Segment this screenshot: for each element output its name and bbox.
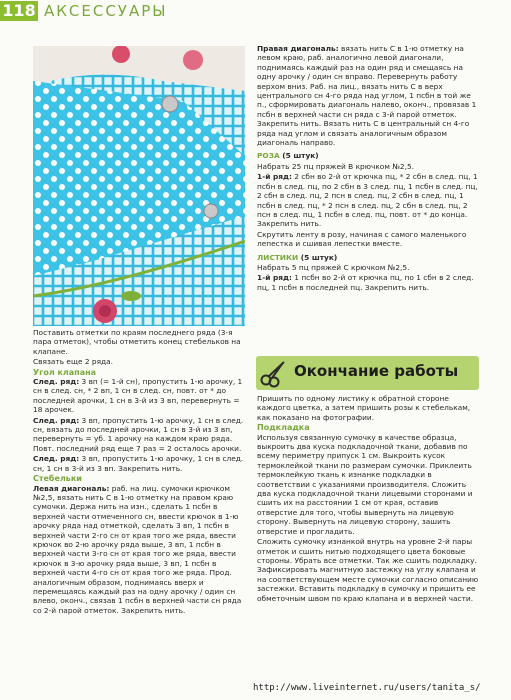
stems-heading: Стебельки <box>33 474 82 484</box>
bag-photo <box>33 46 245 326</box>
left-column <box>33 328 245 616</box>
scissors-icon <box>258 358 288 388</box>
footer-url: http://www.liveinternet.ru/users/tanita_s/ <box>253 683 481 693</box>
leaves-cast-on: Набрать 5 пц пряжей С крючком №2,5. <box>257 262 410 272</box>
finishing-banner <box>256 356 479 390</box>
finishing-title: Окончание работы <box>294 362 459 380</box>
rose-row-1: 1-й ряд: 2 сбн во 2-й от крючка пц, * 2 сбн в след. пц, 1 псбн в след. пц, по 2 сбн в 3 след. пц, 1 псбн в след. пц, 2 сбн в след. пц, 2 псн в след. пц, 2 сбн в след. пц, 1 псбн в след. пц, * 2 псн в след. пц, 2 сбн в след. пц, 2 псн в след. пц, 1 псбн в след. пц, повт. от * до конца. Закрепить нить. <box>257 172 478 229</box>
leaves-heading: ЛИСТИКИ (5 штук) <box>257 252 338 262</box>
lining-heading: Подкладка <box>257 423 310 433</box>
lining-paragraph-2: Сложить сумочку изнанкой внутрь на уровне 2-й пары отметок и сшить нитью подходящего цвета боковые стороны. Убрать все отметки. Так же сшить подкладку. Зафиксировать магнитную застежку на углу клапана и на соответствующем месте сумочки согласно описанию застежки. Вставить подкладку в сумочку и пришить ее обметочным швом по краю клапана и в верхней части. <box>257 537 479 603</box>
angle-heading: Угол клапана <box>33 367 97 377</box>
angle-row-2: След. ряд: 3 вп, пропустить 1-ю арочку, 1 сн в след. сн, вязать до последней арочки, 1 сн в 3-й из 3 вп, перевернуть = уб. 1 арочку на каждом краю ряда. Повт. последний ряд еще 7 раз = 2 осталось арочки. <box>33 415 244 453</box>
lining-paragraph: Используя связанную сумочку в качестве образца, выкроить два куска подкладочной ткани, добавив по всему периметру припуск 1 см. Выкроить кусок термоклейкой ткани по размерам сумочки. Приклеить термоклейкую ткань к изнанке подкладки в соответствии с указаниями производителя. Сложить два куска подкладочной ткани лицевыми сторонами и сшить их на расстоянии 1 см от края, оставив отверстие для того, чтобы вывернуть на лицевую сторону. Вывернуть на лицевую сторону, зашить отверстие и прогладить. <box>257 432 473 536</box>
right-column-top <box>257 44 479 293</box>
rose-cast-on: Набрать 25 пц пряжей В крючком №2,5. <box>257 161 415 171</box>
section-title: АКСЕССУАРЫ <box>44 2 168 20</box>
leaves-row-1: 1-й ряд: 1 псбн во 2-й от крючка пц, по 1 сбн в 2 след. пц, 1 псбн в последней пц. Закрепить нить. <box>257 273 474 292</box>
crochet-bag-image <box>33 46 245 326</box>
rose-heading: РОЗА (5 штук) <box>257 151 319 161</box>
stems-paragraph: Левая диагональ: раб. на лиц. сумочки крючком №2,5, вязать нить С в 1-ю отметку на правом краю сумочки. Держа нить на изн., сделать 1 псбн в верхней части отмеченного сн, ввести крючок в 1-ю арочку ряда над отметкой, сделать 3 вп, 1 псбн в верхней части 2-го сн от края того же ряда, ввести крючок во 2-ю арочку ряда выше, 3 вп, 1 псбн в верхней части 3-го сн от края того же ряда, ввести крючок в 3-ю арочку ряда выше, 3 вп, 1 псбн в верхней части 4-го сн от края того же ряда. Прод. аналогичным образом, поднимаясь вверх и перемещаясь каждый раз на одну арочку / один сн влево, оконч., связав 1 псбн в верхней части сн ряда со 2-й парой отметок. Закрепить нить. <box>33 483 242 615</box>
intro-paragraph: Поставить отметки по краям последнего ряда (3-я пара отметок), чтобы отметить конец стебельков на клапане. <box>33 328 241 356</box>
angle-row-3: След. ряд: 3 вп, пропустить 1-ю арочку, 1 сн в след. сн, 1 сн в 3-й из 3 вп. Закрепить нить. <box>33 454 244 473</box>
finishing-paragraph: Пришить по одному листику к обратной стороне каждого цветка, а затем пришить розы к стебелькам, как показано на фотографии. <box>257 394 471 422</box>
page-number: 118 <box>0 1 38 21</box>
page-header <box>0 0 511 22</box>
rose-assembly: Скрутить ленту в розу, начиная с самого маленького лепестка и сшивая лепестки вместе. <box>257 229 467 249</box>
angle-row-1: След. ряд: 3 вп (= 1-й сн), пропустить 1-ю арочку, 1 сн в след. сн, * 2 вп, 1 сн в след. сн, повт. от * до последней арочки, 1 сн в 3-й из 3 вп, перевернуть = 18 арочек. <box>33 377 243 415</box>
intro-paragraph-2: Связать еще 2 ряда. <box>33 357 114 367</box>
right-column-bottom <box>257 394 479 604</box>
right-diagonal-paragraph: Правая диагональ: вязать нить С в 1-ю отметку на левом краю, раб. аналогично левой диагонали, поднимаясь каждый раз на один ряд и смещаясь на одну арочку / один сн вправо. Перевернуть работу верхом вниз. Раб. на лиц., вязать нить С в верх центрального сн 4-го ряда над углом, 1 псбн в той же п., сформировать диагональ налево, оконч., провязав 1 псбн в верхней части сн ряда с 3-й парой отметок. Закрепить нить. Вязать нить С в центральный сн 4-го ряда над углом и связать аналогичным образом диагональ направо. <box>257 44 477 148</box>
